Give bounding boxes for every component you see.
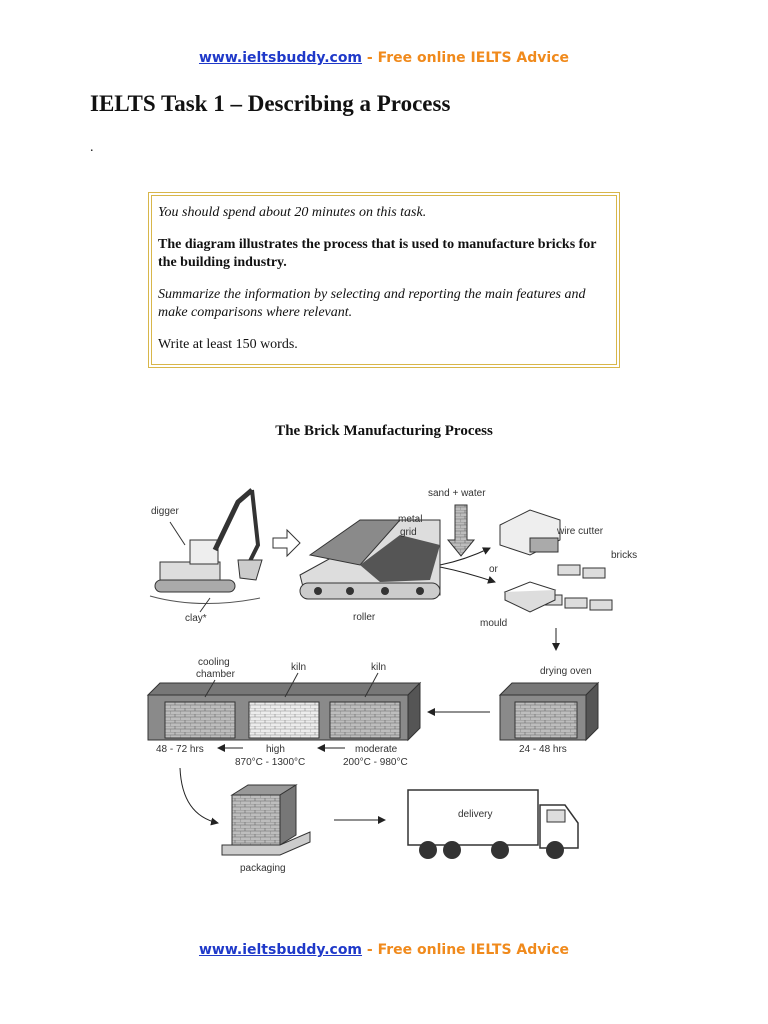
- outline-arrow: [273, 530, 300, 556]
- page-title: IELTS Task 1 – Describing a Process: [90, 91, 451, 116]
- site-header: [0, 50, 768, 66]
- label-digger: digger: [151, 506, 179, 517]
- label-high: high: [266, 744, 285, 755]
- label-bricks: bricks: [611, 550, 638, 561]
- label-clay: clay*: [185, 613, 207, 624]
- label-sand-water: sand + water: [428, 488, 486, 499]
- roller-conveyor: [300, 520, 440, 599]
- delivery-truck: [408, 790, 578, 859]
- label-wire-cutter: wire cutter: [557, 526, 604, 537]
- label-delivery: delivery: [458, 809, 493, 820]
- mould: [505, 582, 555, 612]
- task-word-count: Write at least 150 words.: [158, 337, 298, 352]
- label-moderate: moderate: [355, 744, 398, 755]
- label-high-temp: 870°C - 1300°C: [235, 757, 306, 768]
- label-mould: mould: [480, 618, 508, 629]
- kiln-row: [148, 683, 420, 740]
- task-time: You should spend about 20 minutes on this task.: [158, 205, 427, 220]
- label-or: or: [489, 564, 498, 575]
- footer-site-tagline: - Free online IELTS Advice: [362, 942, 570, 958]
- bricks-illustration: [540, 565, 612, 610]
- label-roller: roller: [353, 612, 376, 623]
- label-kiln-moderate: kiln: [371, 662, 387, 673]
- stray-dot: .: [90, 140, 94, 155]
- diagram-title: The Brick Manufacturing Process: [275, 423, 493, 439]
- drying-oven: [500, 683, 598, 740]
- task-box: [148, 192, 620, 368]
- sand-water-arrow: [448, 505, 474, 556]
- site-link[interactable]: www.ieltsbuddy.com: [198, 50, 363, 66]
- label-drying-oven: drying oven: [540, 666, 592, 677]
- label-chamber: chamber: [196, 669, 235, 680]
- site-tagline: - Free online IELTS Advice: [362, 50, 570, 66]
- task-prompt: The diagram illustrates the process that is used to manufacture bricks for the building industry.: [158, 237, 597, 270]
- task-instruction: Summarize the information by selecting and reporting the main features and make comparisons where relevant.: [158, 287, 586, 320]
- brick-process-diagram: [0, 470, 768, 890]
- footer-site-link[interactable]: www.ieltsbuddy.com: [198, 942, 363, 958]
- label-kiln-high: kiln: [291, 662, 307, 673]
- task-box-inner: [151, 195, 617, 365]
- wire-cutter: [500, 510, 560, 555]
- label-metal: metal: [398, 514, 423, 525]
- label-moderate-temp: 200°C - 980°C: [343, 757, 408, 768]
- label-time-cooling: 48 - 72 hrs: [156, 744, 204, 755]
- label-cooling: cooling: [198, 657, 230, 668]
- label-grid: grid: [400, 527, 417, 538]
- label-time-drying: 24 - 48 hrs: [519, 744, 567, 755]
- site-footer: [0, 942, 768, 958]
- label-packaging: packaging: [240, 863, 286, 874]
- packaging-pallet: [222, 785, 310, 855]
